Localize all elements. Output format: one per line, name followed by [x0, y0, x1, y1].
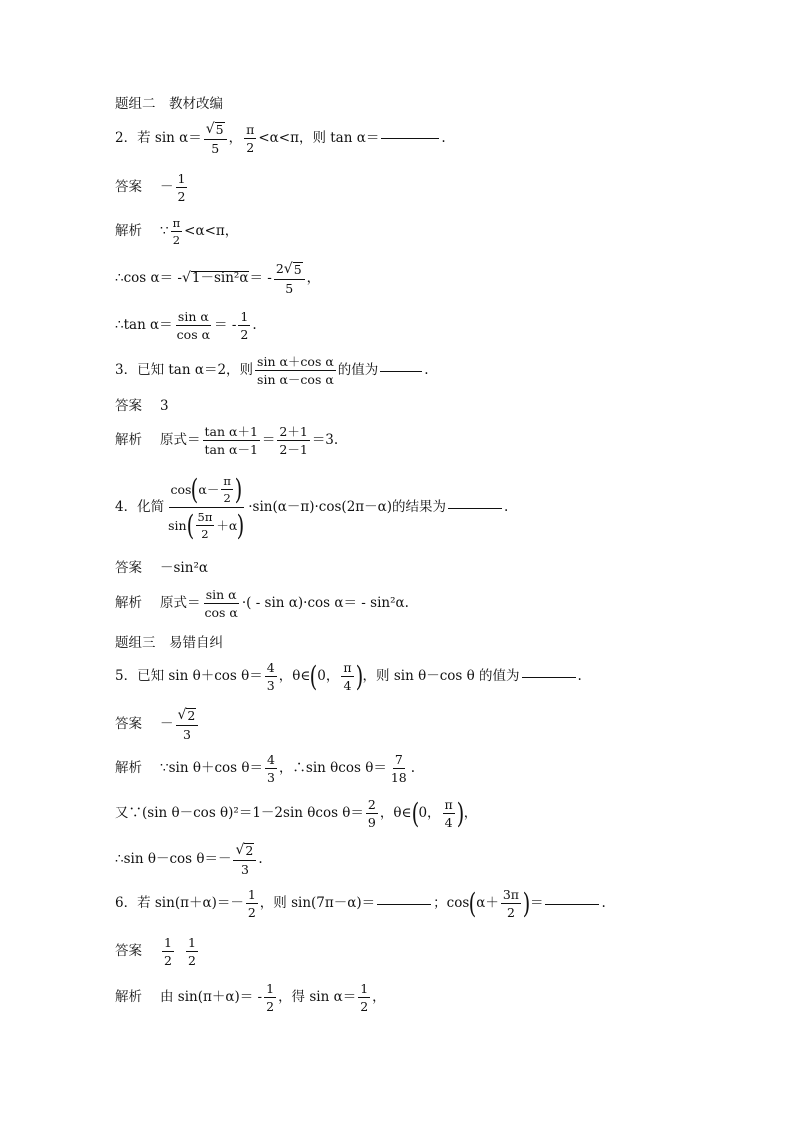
heading-group-2: 题组二 教材改编 [115, 96, 223, 112]
analysis-2-step2: ∴cos α＝ - √ 1－sin²α ＝ - 2 √ 5 5 ， [115, 261, 321, 296]
answer-blank [380, 370, 422, 372]
analysis-3: 解析 原式＝ tan α＋1 tan α－1 ＝ 2＋1 2－1 ＝3. [115, 424, 339, 458]
analysis-5-step3: ∴sin θ－cos θ＝－ √ 2 3 . [115, 842, 263, 877]
question-4: 4．化简 cos ( α－ π 2 ) sin ( 5π 2 ＋α ) ·sin(α－π)·cos(2π－α)的结果为 . [115, 472, 509, 542]
answer-4: 答案 －sin²α [115, 560, 208, 576]
analysis-2-step3: ∴tan α＝ sin α cos α ＝ - 1 2 . [115, 309, 257, 343]
answer-6: 答案 1 2 1 2 [115, 935, 196, 969]
answer-blank-1 [377, 903, 431, 905]
answer-5: 答案 － √ 2 3 [115, 708, 200, 741]
question-5: 5．已知 sin θ＋cos θ＝ 4 3 ，θ∈ ( 0， π 4 ) ，则 sin θ－cos θ 的值为 . [115, 659, 582, 694]
question-6: 6．若 sin(π＋α)＝－ 1 2 ，则 sin(7π－α)＝ ；cos ( α＋ 3π 2 ) ＝ . [115, 886, 606, 921]
analysis-5-step1: 解析 ∵sin θ＋cos θ＝ 4 3 ，∴sin θcos θ＝ 7 18 . [115, 752, 416, 786]
analysis-5-step2: 又∵(sin θ－cos θ)²＝1－2sin θcos θ＝ 2 9 ，θ∈ ( 0， π 4 ) ， [115, 796, 478, 831]
fraction-pi-over-2: π 2 [246, 121, 255, 155]
analysis-4: 解析 原式＝ sin α cos α ·( - sin α)·cos α＝ - sin²α. [115, 587, 409, 621]
answer-blank-2 [545, 903, 599, 905]
question-3: 3．已知 tan α＝2，则 sin α＋cos α sin α－cos α 的值为 . [115, 354, 429, 388]
fraction-root5-over-5: √ 5 5 [204, 122, 227, 155]
answer-3: 答案 3 [115, 398, 169, 414]
answer-blank [448, 507, 502, 509]
answer-2: 答案 － 1 2 [115, 171, 186, 205]
question-2: 2．若 sin α＝ √ 5 5 ， π 2 <α<π，则 tan α＝ . [115, 121, 446, 156]
big-fraction: cos ( α－ π 2 ) sin ( 5π 2 ＋α ) [168, 472, 245, 542]
analysis-6: 解析 由 sin(π＋α)＝ - 1 2 ，得 sin α＝ 1 2 ， [115, 981, 386, 1015]
answer-blank [522, 676, 576, 678]
analysis-2-step1: 解析 ∵ π 2 <α<π， [115, 216, 239, 248]
answer-blank [381, 137, 439, 139]
heading-group-3: 题组三 易错自纠 [115, 635, 223, 651]
